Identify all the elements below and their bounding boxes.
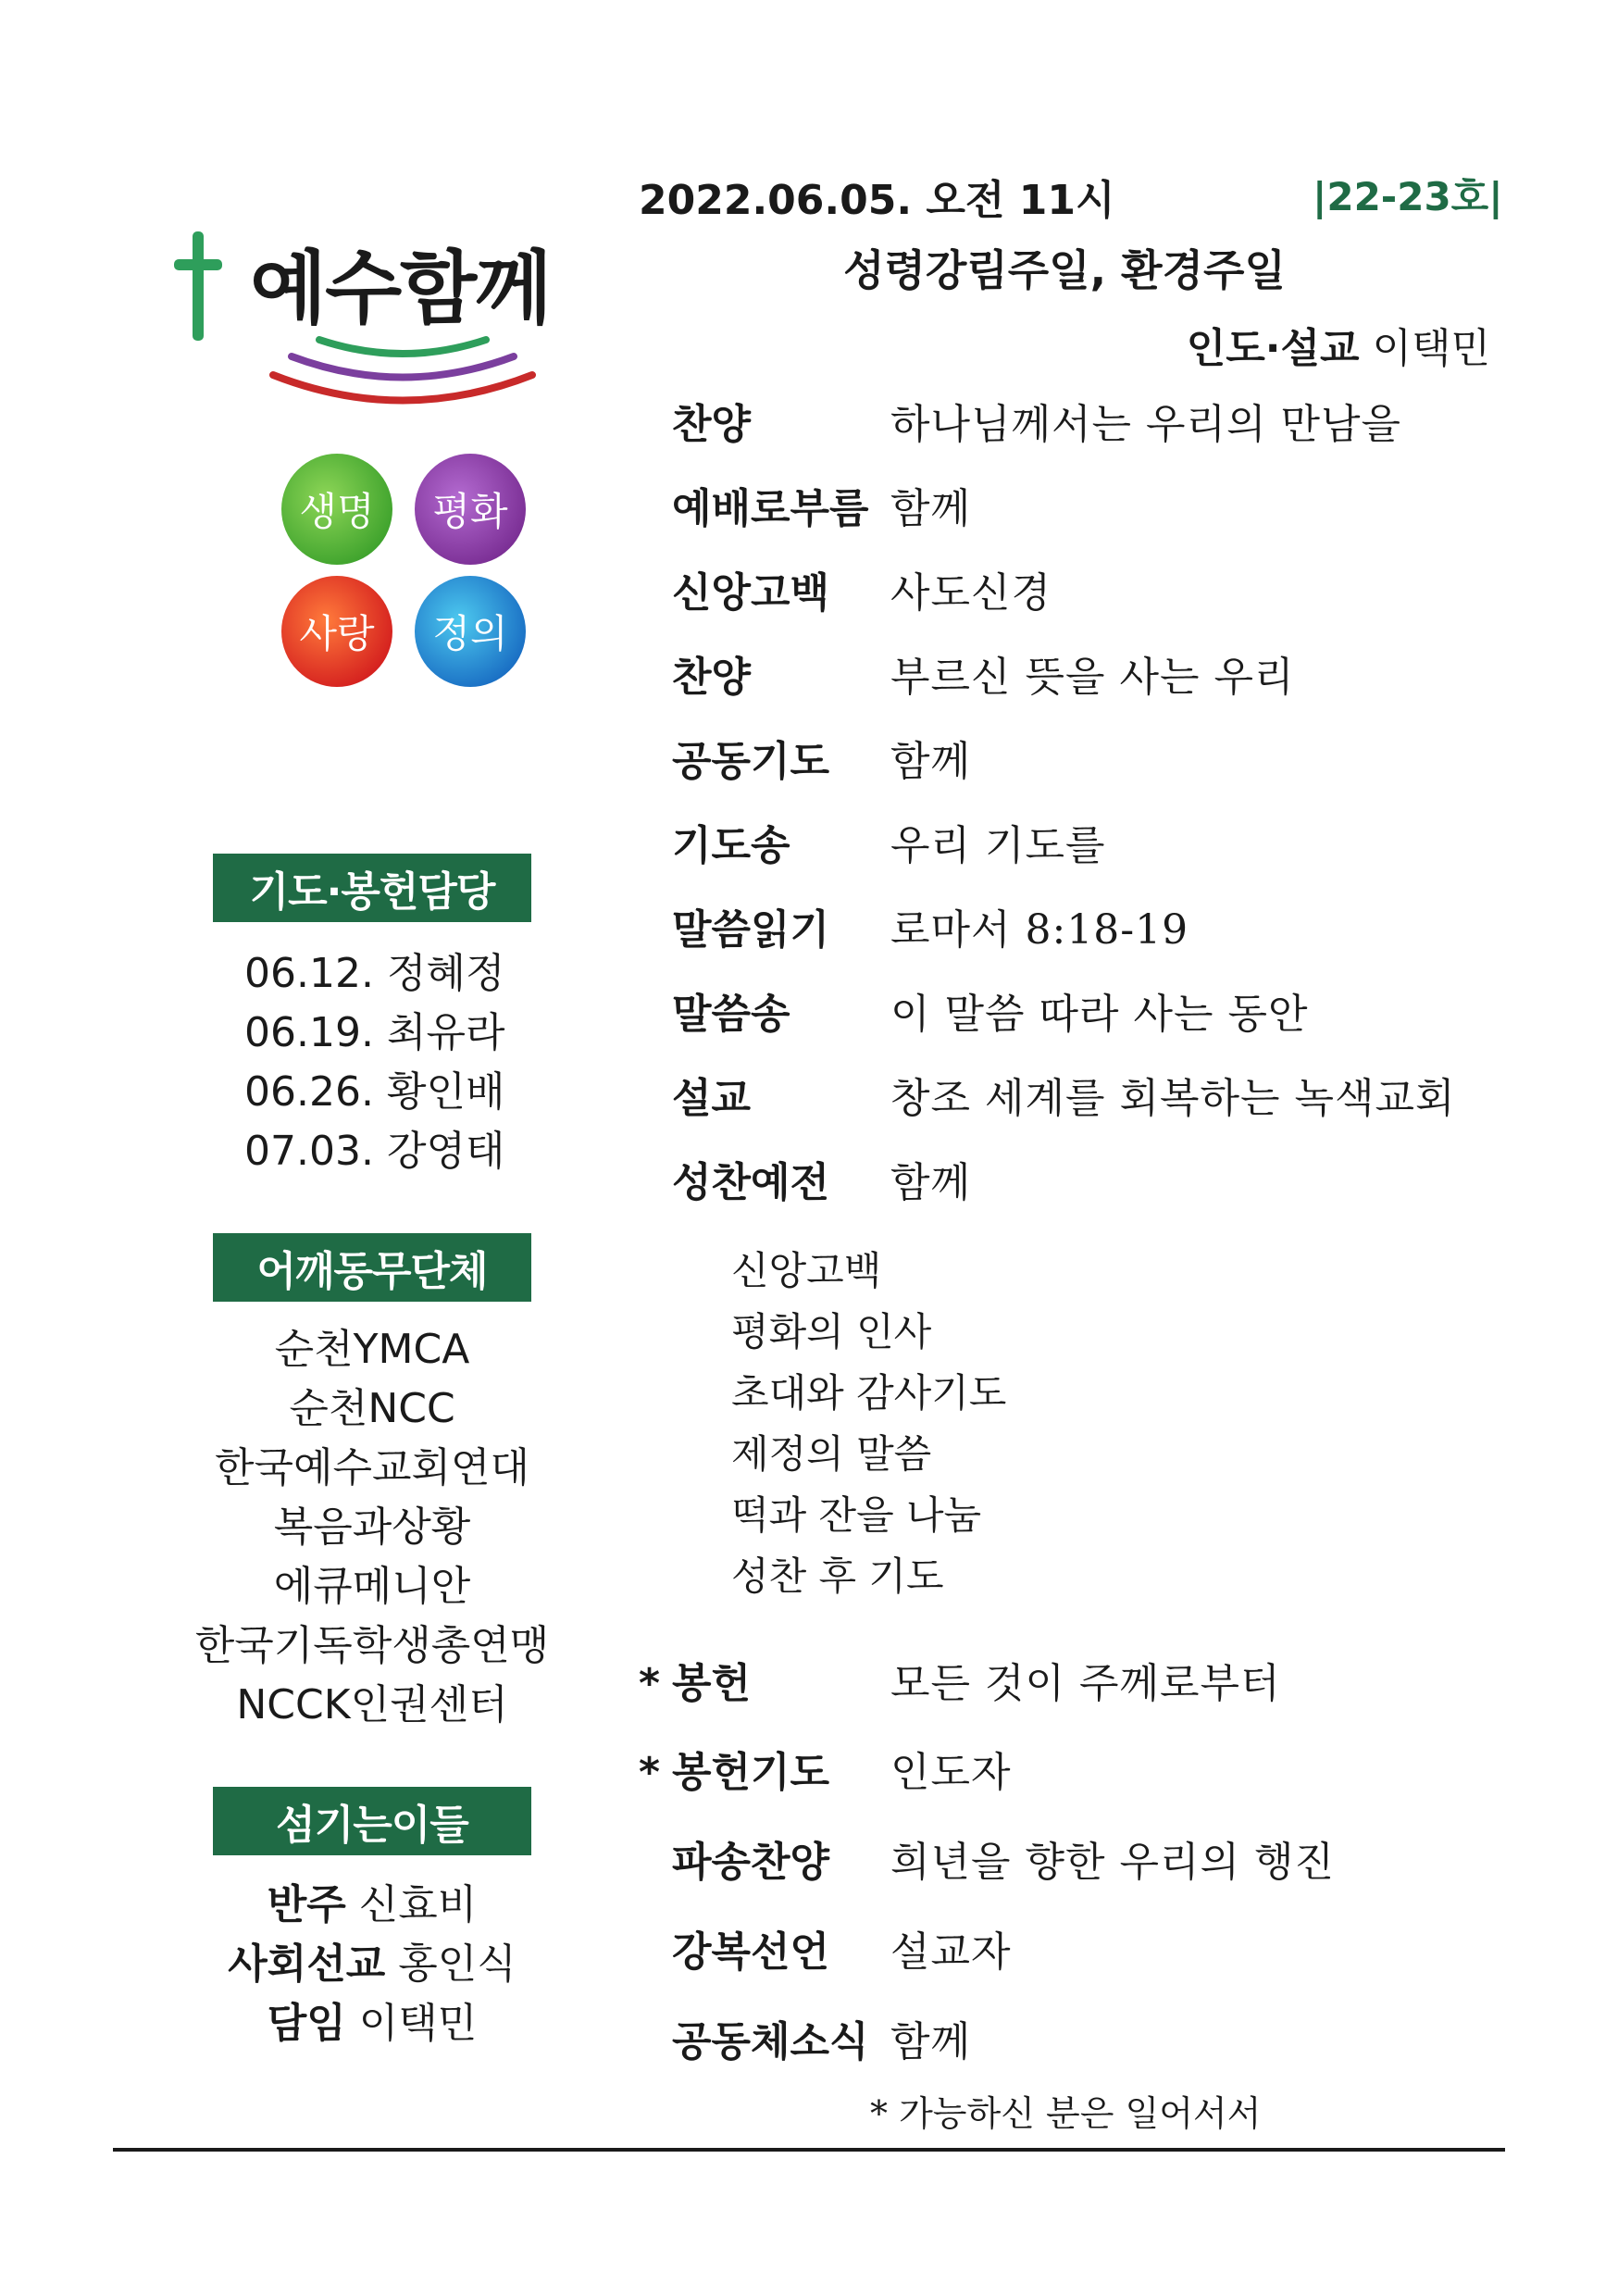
- partners-title: 어깨동무단체: [213, 1233, 531, 1302]
- list-item: 한국예수교회연대: [214, 1444, 530, 1491]
- standing-note: * 가능하신 분은 일어서서: [870, 2093, 1262, 2134]
- rainbow-arcs-icon: [264, 329, 541, 412]
- list-item: 한국기독학생총연맹: [194, 1622, 550, 1669]
- list-item: 06.12. 정혜정: [244, 950, 505, 997]
- value-justice: 정의: [415, 576, 526, 687]
- prayer-team-list: [244, 944, 505, 1181]
- order-item: 파송찬양 희년을 향한 우리의 행진: [672, 1839, 1335, 1886]
- list-item: 성찬 후 기도: [731, 1554, 944, 1599]
- value-peace: 평화: [415, 454, 526, 565]
- order-item: 신앙고백 사도신경: [672, 569, 1052, 617]
- list-item: 떡과 잔을 나눔: [731, 1492, 982, 1538]
- order-item: 공동기도 함께: [672, 738, 972, 785]
- issue-number: |22-23호|: [1313, 174, 1503, 219]
- list-item: 06.26. 황인배: [244, 1068, 505, 1116]
- list-item: 에큐메니안: [273, 1563, 471, 1610]
- list-item: 복음과상황: [273, 1504, 471, 1551]
- bottom-divider: [113, 2148, 1505, 2152]
- service-subtitle: 성령강림주일, 환경주일: [843, 245, 1286, 295]
- order-item: 강복선언 설교자: [672, 1928, 1012, 1976]
- order-item: 설교 창조 세계를 회복하는 녹색교회: [672, 1075, 1456, 1122]
- list-item: 사회선교 홍인식: [228, 1940, 517, 1988]
- order-item: 말씀송 이 말씀 따라 사는 동안: [672, 991, 1309, 1038]
- list-item: NCCK인권센터: [236, 1681, 508, 1728]
- list-item: 담임 이택민: [267, 2000, 478, 2047]
- order-item: 예배로부름 함께: [672, 485, 972, 532]
- list-item: 신앙고백: [731, 1248, 882, 1293]
- list-item: 초대와 감사기도: [731, 1370, 1007, 1416]
- communion-steps: [731, 1241, 1006, 1607]
- list-item: 제정의 말씀: [731, 1431, 932, 1477]
- order-item: 찬양 하나님께서는 우리의 만남을: [672, 401, 1402, 448]
- order-item: 공동체소식 함께: [672, 2018, 972, 2065]
- prayer-team-title: 기도·봉헌담당: [213, 854, 531, 922]
- list-item: 평화의 인사: [731, 1309, 932, 1354]
- list-item: 순천YMCA: [274, 1326, 470, 1373]
- order-item: * 봉헌기도 인도자: [639, 1749, 1012, 1796]
- logo-title: 예수함께: [250, 243, 551, 335]
- order-item: 말씀읽기 로마서 8:18-19: [672, 906, 1189, 954]
- list-item: 07.03. 강영태: [244, 1128, 505, 1175]
- list-item: 반주 신효비: [267, 1881, 478, 1928]
- order-item: 찬양 부르신 뜻을 사는 우리: [672, 654, 1295, 701]
- order-item: 기도송 우리 기도를: [672, 822, 1106, 869]
- service-date: 2022.06.05. 오전 11시: [639, 177, 1115, 224]
- partners-list: [185, 1320, 559, 1735]
- cross-icon: [174, 231, 222, 341]
- leader: 인도·설교 이택민: [1186, 325, 1490, 372]
- list-item: 06.19. 최유라: [244, 1009, 505, 1056]
- servants-title: 섬기는이들: [213, 1787, 531, 1855]
- value-life: 생명: [281, 454, 392, 565]
- order-item: 성찬예전 함께: [672, 1159, 972, 1206]
- order-item: * 봉헌 모든 것이 주께로부터: [639, 1660, 1281, 1707]
- servants-list: [185, 1876, 559, 2053]
- list-item: 순천NCC: [289, 1385, 455, 1432]
- value-love: 사랑: [281, 576, 392, 687]
